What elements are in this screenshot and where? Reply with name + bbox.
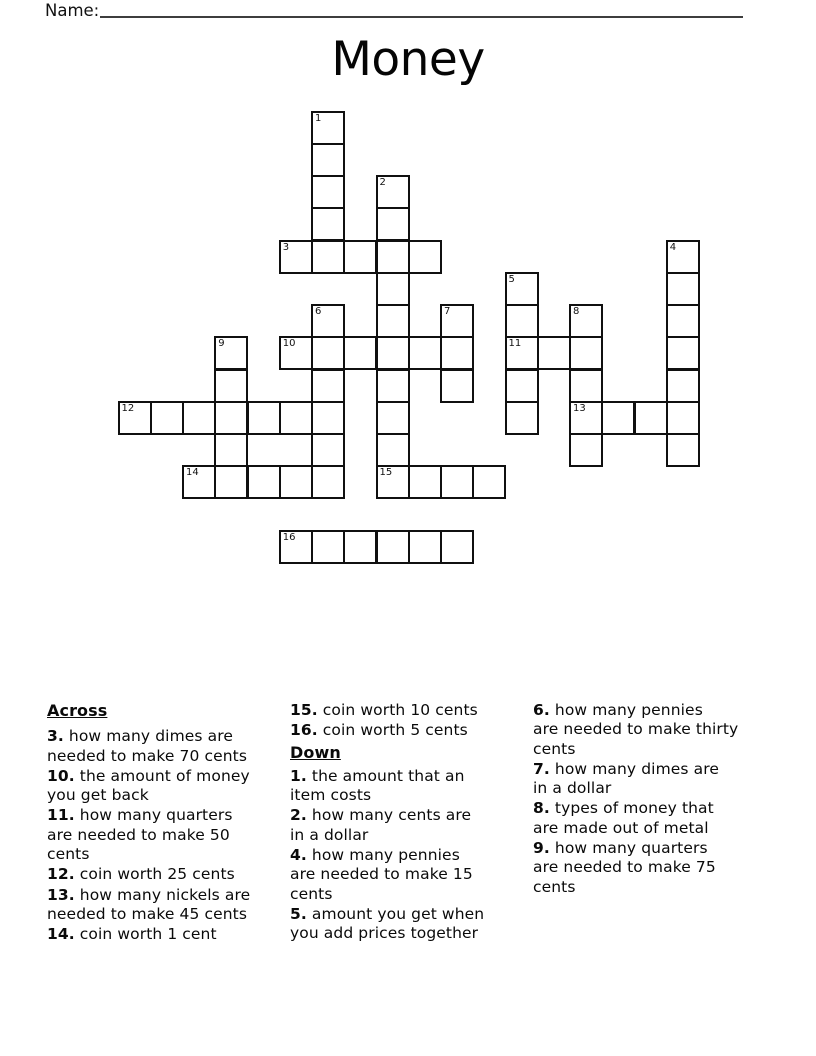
- crossword-cell[interactable]: [376, 433, 410, 467]
- cell-number: 8: [573, 306, 580, 317]
- crossword-cell[interactable]: [634, 401, 668, 435]
- crossword-cell[interactable]: [440, 465, 474, 499]
- crossword-cell[interactable]: [279, 240, 313, 274]
- clue-number: 4.: [290, 846, 307, 865]
- crossword-cell[interactable]: [214, 336, 248, 370]
- clue-item: 8. types of money that are made out of metal: [533, 799, 714, 837]
- crossword-cell[interactable]: [311, 369, 345, 403]
- crossword-cell[interactable]: [376, 465, 410, 499]
- crossword-cell[interactable]: [666, 433, 700, 467]
- clue-item: 4. how many pennies are needed to make 15 cents: [290, 846, 473, 903]
- clue-item: 13. how many nickels are needed to make 45 cents: [47, 885, 251, 923]
- cell-number: 16: [282, 531, 296, 543]
- crossword-cell[interactable]: [569, 336, 603, 370]
- cell-number: 7: [444, 306, 451, 317]
- clue-column-right: [533, 701, 775, 898]
- crossword-cell[interactable]: [666, 304, 700, 338]
- clue-item: 12. coin worth 25 cents: [47, 865, 235, 884]
- crossword-cell[interactable]: [311, 111, 345, 145]
- crossword-cell[interactable]: [343, 336, 377, 370]
- crossword-cell[interactable]: [182, 465, 216, 499]
- crossword-cell[interactable]: [505, 369, 539, 403]
- clue-number: 13.: [47, 885, 75, 904]
- crossword-cell[interactable]: [311, 465, 345, 499]
- crossword-cell[interactable]: [376, 369, 410, 403]
- crossword-cell[interactable]: [505, 401, 539, 435]
- page-title: Money: [331, 32, 485, 87]
- crossword-cell[interactable]: [311, 143, 345, 177]
- crossword-cell[interactable]: [279, 465, 313, 499]
- crossword-cell[interactable]: [569, 433, 603, 467]
- crossword-cell[interactable]: [408, 336, 442, 370]
- crossword-cell[interactable]: [343, 530, 377, 564]
- clue-item: 10. the amount of money you get back: [47, 766, 250, 805]
- crossword-cell[interactable]: [666, 240, 700, 274]
- clues-across-header: Across: [47, 701, 108, 720]
- clue-number: 14.: [47, 925, 75, 944]
- clue-item: 6. how many pennies are needed to make thirty cents: [533, 701, 739, 758]
- crossword-cell[interactable]: [440, 369, 474, 403]
- crossword-cell[interactable]: [343, 240, 377, 274]
- crossword-cell[interactable]: [279, 530, 313, 564]
- crossword-cell[interactable]: [376, 207, 410, 241]
- crossword-cell[interactable]: [569, 401, 603, 435]
- cell-number: 3: [282, 241, 290, 253]
- crossword-cell[interactable]: [505, 272, 539, 306]
- clue-item: 2. how many cents are in a dollar: [290, 806, 472, 844]
- crossword-cell[interactable]: [279, 401, 313, 435]
- clue-number: 5.: [290, 904, 307, 923]
- crossword-cell[interactable]: [311, 207, 345, 241]
- crossword-cell[interactable]: [666, 369, 700, 403]
- clue-number: 11.: [47, 806, 75, 825]
- clue-number: 10.: [47, 766, 75, 785]
- crossword-cell[interactable]: [666, 401, 700, 435]
- clue-item: 16. coin worth 5 cents: [290, 721, 468, 740]
- clue-number: 3.: [47, 727, 64, 746]
- clues-down-header: Down: [290, 742, 341, 762]
- crossword-cell[interactable]: [408, 530, 442, 564]
- clue-number: 1.: [290, 766, 307, 785]
- crossword-cell[interactable]: [440, 304, 474, 338]
- crossword-cell[interactable]: [569, 304, 603, 338]
- crossword-cell[interactable]: [376, 401, 410, 435]
- crossword-cell[interactable]: [408, 465, 442, 499]
- crossword-cell[interactable]: [601, 401, 635, 435]
- crossword-cell[interactable]: [376, 304, 410, 338]
- crossword-cell[interactable]: [376, 530, 410, 564]
- clue-number: 12.: [47, 865, 75, 884]
- crossword-cell[interactable]: [376, 240, 410, 274]
- cell-number: 11: [508, 338, 522, 350]
- crossword-cell[interactable]: [118, 401, 152, 435]
- crossword-cell[interactable]: [505, 336, 539, 370]
- cell-number: 15: [379, 467, 393, 479]
- crossword-cell[interactable]: [472, 465, 506, 499]
- crossword-cell[interactable]: [311, 433, 345, 467]
- crossword-cell[interactable]: [505, 304, 539, 338]
- name-label: Name:: [45, 1, 100, 20]
- clue-number: 7.: [533, 759, 550, 778]
- cell-number: 2: [379, 177, 386, 188]
- crossword-cell[interactable]: [408, 240, 442, 274]
- crossword-cell[interactable]: [214, 369, 248, 403]
- cell-number: 1: [315, 112, 322, 124]
- crossword-cell[interactable]: [311, 530, 345, 564]
- crossword-cell[interactable]: [311, 304, 345, 338]
- cell-number: 14: [186, 467, 199, 479]
- clue-number: 8.: [533, 799, 550, 818]
- clue-item: 9. how many quarters are needed to make 75 cents: [533, 839, 716, 896]
- crossword-cell[interactable]: [182, 401, 216, 435]
- clue-item: 3. how many dimes are needed to make 70 cents: [47, 727, 247, 765]
- crossword-cell[interactable]: [311, 175, 345, 209]
- crossword-cell[interactable]: [311, 336, 345, 370]
- crossword-cell[interactable]: [279, 336, 313, 370]
- clue-number: 6.: [533, 701, 550, 719]
- clue-item: 5. amount you get when you add prices together: [290, 904, 485, 943]
- clue-number: 16.: [290, 721, 318, 740]
- crossword-cell[interactable]: [440, 336, 474, 370]
- clue-number: 9.: [533, 839, 550, 858]
- cell-number: 4: [669, 241, 677, 253]
- crossword-cell[interactable]: [569, 369, 603, 403]
- crossword-cell[interactable]: [440, 530, 474, 564]
- crossword-cell[interactable]: [376, 336, 410, 370]
- crossword-cell[interactable]: [214, 465, 248, 499]
- clue-item: 14. coin worth 1 cent: [47, 925, 217, 944]
- crossword-cell[interactable]: [247, 401, 281, 435]
- crossword-cell[interactable]: [311, 240, 345, 274]
- crossword-cell[interactable]: [214, 433, 248, 467]
- clue-item: 7. how many dimes are in a dollar: [533, 759, 719, 798]
- crossword-cell[interactable]: [150, 401, 184, 435]
- crossword-cell[interactable]: [214, 401, 248, 435]
- crossword-cell[interactable]: [666, 336, 700, 370]
- cell-number: 12: [121, 402, 135, 414]
- crossword-cell[interactable]: [247, 465, 281, 499]
- clue-item: 1. the amount that an item costs: [290, 766, 465, 805]
- clue-number: 2.: [290, 806, 307, 825]
- clue-column-middle: [290, 701, 532, 945]
- cell-number: 13: [573, 402, 586, 414]
- clue-column-left: [47, 701, 289, 946]
- crossword-cell[interactable]: [376, 272, 410, 306]
- clue-item: 15. coin worth 10 cents: [290, 701, 478, 719]
- clue-item: 11. how many quarters are needed to make 50 cents: [47, 806, 233, 864]
- cell-number: 5: [508, 273, 515, 285]
- cell-number: 9: [218, 338, 225, 350]
- clue-number: 15.: [290, 701, 318, 719]
- crossword-cell[interactable]: [311, 401, 345, 435]
- crossword-cell[interactable]: [537, 336, 571, 370]
- cell-number: 6: [315, 306, 322, 317]
- crossword-cell[interactable]: [376, 175, 410, 209]
- crossword-cell[interactable]: [666, 272, 700, 306]
- cell-number: 10: [282, 338, 296, 350]
